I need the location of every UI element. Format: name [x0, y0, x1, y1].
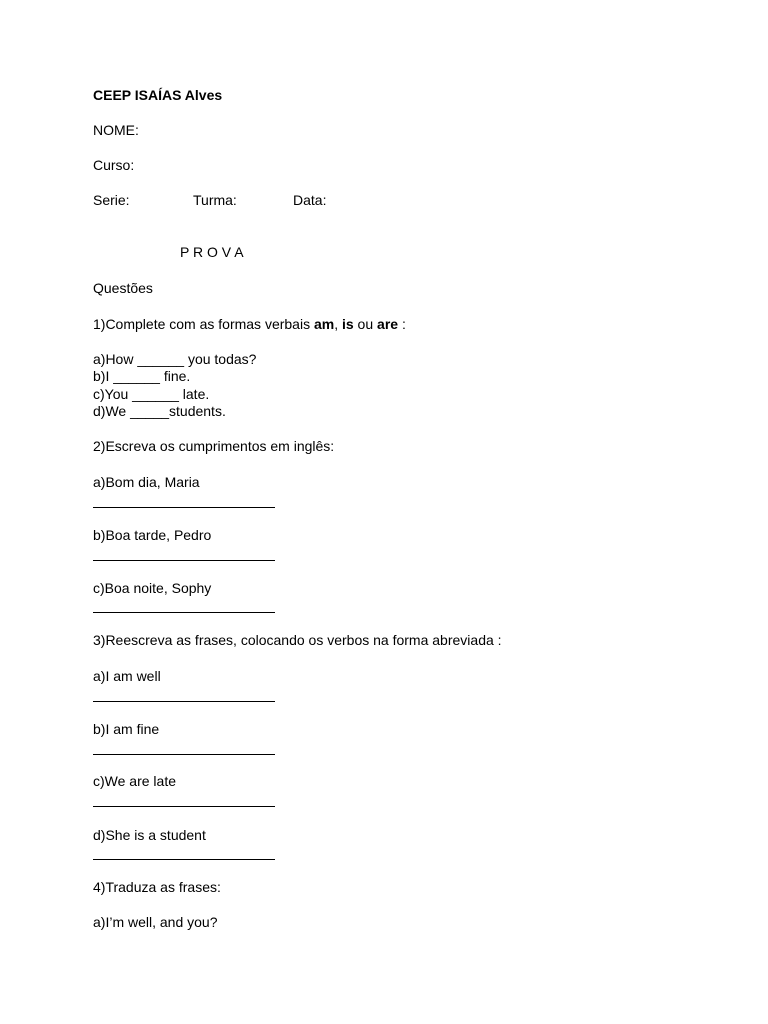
answer-line — [93, 859, 275, 860]
q3-item-c: c)We are late — [93, 773, 176, 789]
nome-label: NOME: — [93, 122, 139, 138]
q3-item-b: b)I am fine — [93, 721, 160, 737]
q1-item-d: d)We _____students. — [93, 403, 226, 419]
q4-item-a: a)I’m well, and you? — [93, 914, 218, 930]
q1-is: is — [341, 316, 354, 332]
answer-line — [93, 507, 275, 508]
question-4-prompt: 4)Traduza as frases: — [93, 879, 221, 895]
q1-suffix: : — [398, 316, 406, 332]
q1-item-b: b)I ______ fine. — [93, 368, 191, 384]
answer-line — [93, 754, 275, 755]
questoes-heading: Questões — [93, 280, 153, 296]
q1-prefix: 1)Complete com as formas verbais — [93, 316, 314, 332]
page-title: P R O V A — [180, 244, 244, 260]
q1-item-c: c)You ______ late. — [93, 386, 210, 402]
question-2-prompt: 2)Escreva os cumprimentos em inglês: — [93, 438, 335, 454]
question-3-prompt: 3)Reescreva as frases, colocando os verbos na forma abreviada : — [93, 632, 502, 648]
answer-line — [93, 806, 275, 807]
answer-line — [93, 612, 275, 613]
q3-item-a: a)I am well — [93, 668, 161, 684]
turma-label: Turma: — [193, 192, 237, 208]
q1-am: am — [313, 316, 335, 332]
q2-item-b: b)Boa tarde, Pedro — [93, 527, 212, 543]
curso-label: Curso: — [93, 157, 135, 173]
school-name: CEEP ISAÍAS Alves — [93, 87, 223, 103]
q1-are: are — [377, 316, 399, 332]
answer-line — [93, 701, 275, 702]
data-label: Data: — [293, 192, 327, 208]
q2-item-a: a)Bom dia, Maria — [93, 474, 200, 490]
q1-sep1: , — [334, 316, 342, 332]
serie-label: Serie: — [93, 192, 130, 208]
q2-item-c: c)Boa noite, Sophy — [93, 580, 212, 596]
question-1-prompt — [93, 316, 406, 333]
answer-line — [93, 560, 275, 561]
q1-item-a: a)How ______ you todas? — [93, 351, 257, 367]
q1-sep2: ou — [353, 316, 378, 332]
q3-item-d: d)She is a student — [93, 827, 206, 843]
